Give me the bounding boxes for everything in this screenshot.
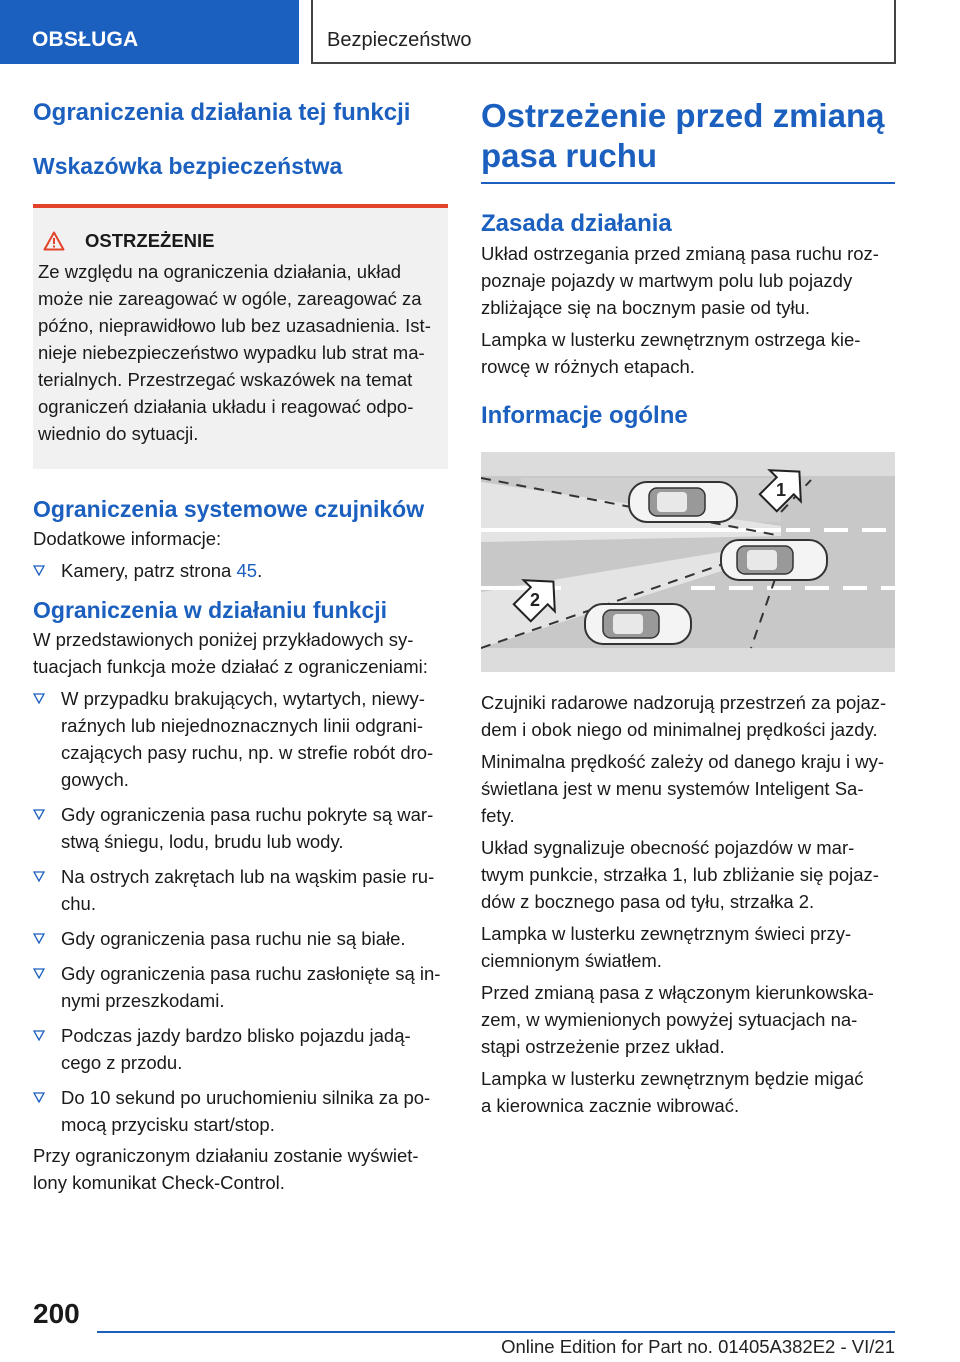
heading-function-limits: Ograniczenia działania tej funkcji: [33, 99, 411, 126]
heading-principle: Zasada działania: [481, 210, 672, 237]
limits-list: [33, 685, 448, 1138]
bullet-triangle-icon: [33, 933, 45, 944]
list-item: Gdy ograniczenia pasa ruchu nie są białe.: [33, 925, 448, 952]
section-tab: [0, 0, 299, 64]
paragraph: Przed zmianą pasa z włączonym kierunkowska- zem, w wymienionych powyżej sytuacjach na- stąpi ostrzeżenie przez układ.: [481, 982, 874, 1057]
bullet-triangle-icon: [33, 565, 45, 576]
heading-sensor-limits: Ograniczenia systemowe czujników: [33, 496, 425, 522]
warning-header: [38, 230, 440, 252]
list-item: W przypadku brakujących, wytartych, niewy- raźnych lub niejednoznacznych linii odgrani- czających pasy ruchu, np. w strefie robót dro- gowych.: [33, 685, 448, 793]
bullet-triangle-icon: [33, 693, 45, 704]
arrow-2-label: 2: [529, 590, 541, 610]
warning-triangle-icon: [43, 231, 65, 251]
paragraph: Minimalna prędkość zależy od danego kraju i wy- świetlana jest w menu systemów Inteligent Sa- fety.: [481, 751, 885, 826]
closing-text: Przy ograniczonym działaniu zostanie wyświet- lony komunikat Check-Control.: [33, 1145, 419, 1193]
page-number: 200: [33, 1298, 80, 1329]
warning-box: [33, 204, 448, 469]
sensors-intro: Dodatkowe informacje:: [33, 528, 222, 549]
car-top: [629, 482, 737, 522]
principle-text: Układ ostrzegania przed zmianą pasa ruchu roz- poznaje pojazdy w martwym polu lub pojazdy zbliżające się na bocznym pasie od tyłu.: [481, 243, 879, 318]
list-item: Podczas jazdy bardzo blisko pojazdu jadą- cego z przodu.: [33, 1022, 448, 1076]
list-item: Gdy ograniczenia pasa ruchu pokryte są war- stwą śniegu, lodu, brudu lub wody.: [33, 801, 448, 855]
bullet-triangle-icon: [33, 1092, 45, 1103]
section-label: OBSŁUGA: [32, 28, 139, 51]
bullet-triangle-icon: [33, 1030, 45, 1041]
heading-safety-note: Wskazówka bezpieczeństwa: [33, 153, 343, 179]
title-divider: [481, 182, 895, 184]
arrow-1-label: 1: [775, 480, 787, 500]
heading-operation-limits: Ograniczenia w działaniu funkcji: [33, 597, 388, 623]
heading-general-info: Informacje ogólne: [481, 402, 688, 429]
sensors-list: [33, 557, 448, 584]
list-item: Do 10 sekund po uruchomieniu silnika za po- mocą przycisku start/stop.: [33, 1084, 448, 1138]
blind-spot-illustration: [481, 452, 895, 672]
warning-text: Ze względu na ograniczenia działania, układ może nie zareagować w ogóle, zareagować za późno, nieprawidłowo lub bez uzasadnienia. Ist- nieje niebezpieczeństwo wypadku lub strat ma- terialnych. Przestrzegać wskazówek na temat ograniczeń działania układu i reagować odpo- wiednio do sytuacji.: [38, 261, 431, 444]
car-bottom: [585, 604, 691, 644]
chapter-tab: [311, 0, 896, 64]
bullet-triangle-icon: [33, 809, 45, 820]
chapter-label: Bezpieczeństwo: [327, 29, 472, 51]
paragraph: Układ sygnalizuje obecność pojazdów w mar- twym punkcie, strzałka 1, lub zbliżanie się pojaz- dów z bocznego pasa od tyłu, strzałka 2.: [481, 837, 879, 912]
car-middle: [721, 540, 827, 580]
warning-title: OSTRZEŻENIE: [85, 230, 215, 251]
right-column: [481, 96, 895, 1119]
principle-text-2: Lampka w lusterku zewnętrznym ostrzega kie- rowcę w różnych etapach.: [481, 329, 861, 377]
function-intro: W przedstawionych poniżej przykładowych sy- tuacjach funkcja może działać z ograniczeniami:: [33, 629, 428, 677]
left-column: [33, 96, 448, 1196]
list-item: Gdy ograniczenia pasa ruchu zasłonięte są in- nymi przeszkodami.: [33, 960, 448, 1014]
paragraph: Lampka w lusterku zewnętrznym będzie migać a kierownica zacznie wibrować.: [481, 1068, 864, 1116]
page-title: Ostrzeżenie przed zmianą pasa ruchu: [481, 97, 885, 174]
list-item: Na ostrych zakrętach lub na wąskim pasie ru- chu.: [33, 863, 448, 917]
page-link-45[interactable]: 45: [236, 560, 258, 581]
bullet-triangle-icon: [33, 968, 45, 979]
footer-divider: [97, 1331, 895, 1333]
paragraph: Czujniki radarowe nadzorują przestrzeń za pojaz- dem i obok niego od minimalnej prędkości jazdy.: [481, 692, 887, 740]
bullet-triangle-icon: [33, 871, 45, 882]
list-item: Kamery, patrz strona 45.: [33, 557, 448, 584]
paragraph: Lampka w lusterku zewnętrznym świeci przy- ciemnionym światłem.: [481, 923, 852, 971]
edition-note: Online Edition for Part no. 01405A382E2 - VI/21: [501, 1336, 895, 1357]
